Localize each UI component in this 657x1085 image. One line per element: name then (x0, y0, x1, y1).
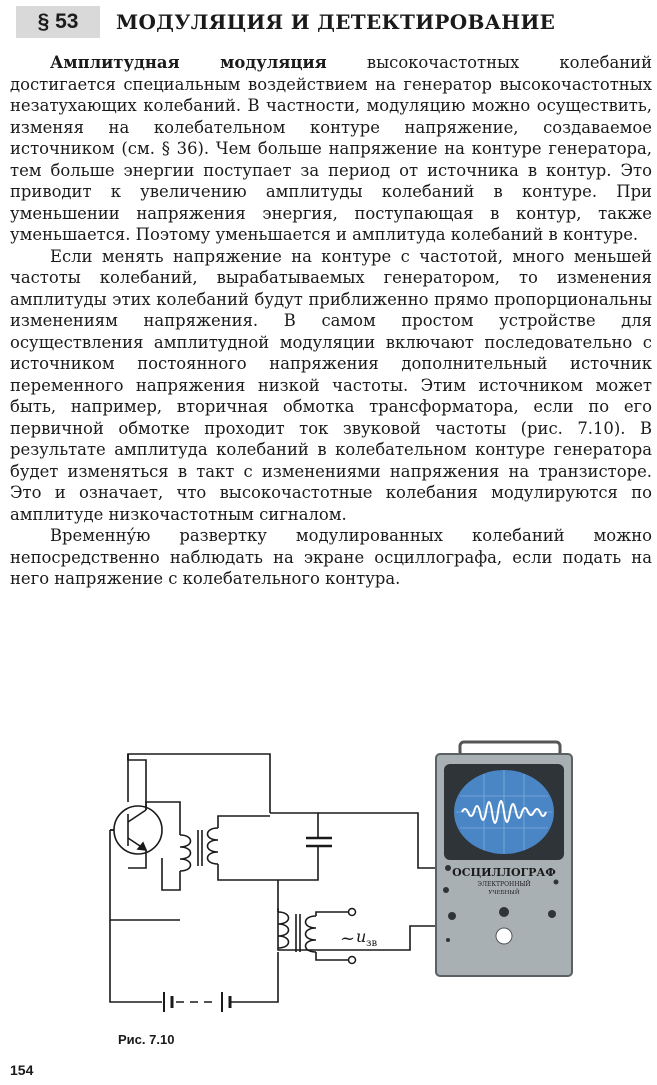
section-number: § 53 (16, 6, 103, 38)
figure-caption: Рис. 7.10 (118, 1032, 175, 1047)
input-terminal-top (349, 909, 356, 916)
oscilloscope (436, 742, 572, 976)
oscilloscope-title: ОСЦИЛЛОГРАФ (452, 866, 556, 879)
input-voltage-label (340, 927, 377, 949)
paragraph-1-text: высокочастотных колебаний достигается специальным воздействием на генератор высокочастотных незатухающих колебаний. В частности, модуляцию можно осуществить, изменяя на колебательном контуре напряжение, создаваемое источником (см. § 36). Чем больше напряжение на контуре генератора, тем больше энергии поступает за период от источника в контур. Это приводит к увеличению амплитуды колебаний в контуре. При уменьшении напряжения энергия, поступающая в контур, также уменьшается. Поэтому уменьшается и амплитуда колебаний в контуре. (10, 53, 653, 244)
paragraph-3: Временну́ю развертку модулированных колебаний можно непосредственно наблюдать на экране осциллографа, если подать на него напряжение с колебательного контура. (10, 526, 652, 588)
input-terminal-bottom (349, 957, 356, 964)
paragraph-2: Если менять напряжение на контуре с частотой, много меньшей частоты колебаний, вырабатываемых генератором, то изменения амплитуды этих колебаний будут приближенно прямо пропорциональны изменениям напряжения. В самом простом устройстве для осуществления амплитудной модуляции включают последовательно с источником постоянного напряжения дополнительный источник переменного напряжения низкой частоты. Этим источником может быть, например, вторичная обмотка трансформатора, если по его первичной обмотке проходит ток звуковой частоты (рис. 7.10). В результате амплитуда колебаний в колебательном контуре генератора будет изменяться в такт с изменениями напряжения на транзисторе. Это и означает, что высокочастотные колебания модулируются по амплитуде низкочастотным сигналом. (10, 246, 652, 524)
voltage-u: u (356, 927, 367, 946)
tilde-symbol: ~ (340, 928, 356, 949)
knob-top-left (443, 887, 449, 893)
term-amplitude-modulation: Амплитудная модуляция (50, 53, 327, 72)
body-text (10, 52, 652, 590)
paragraph-1 (10, 52, 652, 246)
ground-terminal (446, 938, 450, 942)
knob-right (548, 910, 556, 918)
circuit-diagram (110, 754, 442, 1012)
page-number: 154 (10, 1062, 34, 1078)
input-jack-top (445, 865, 451, 871)
knob-center (499, 907, 509, 917)
voltage-subscript: зв (366, 938, 378, 949)
figure-7-10 (100, 740, 580, 1030)
knob-left (448, 912, 456, 920)
section-title: МОДУЛЯЦИЯ И ДЕТЕКТИРОВАНИЕ (116, 10, 556, 34)
oscilloscope-subtitle-1: ЭЛЕКТРОННЫЙ (477, 881, 531, 888)
section-header (8, 4, 648, 42)
transistor-symbol (114, 806, 162, 854)
power-button (496, 928, 512, 944)
oscilloscope-subtitle-2: УЧЕБНЫЙ (488, 890, 520, 896)
knob-top-right (554, 880, 559, 885)
